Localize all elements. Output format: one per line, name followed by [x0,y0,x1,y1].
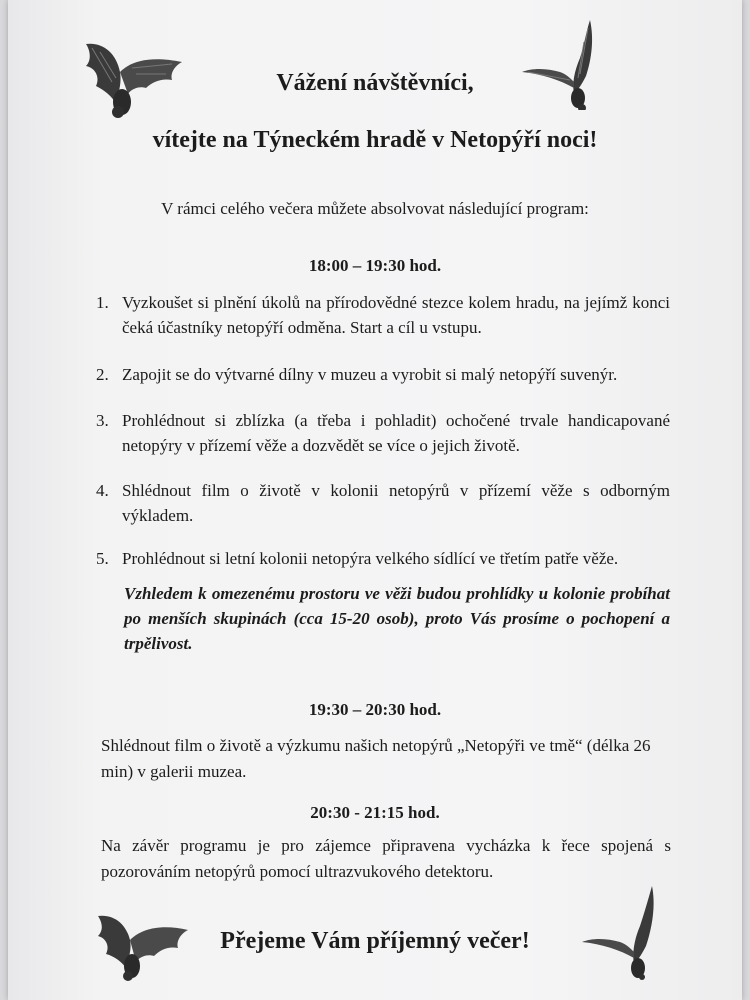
list-item-number: 4. [96,481,109,500]
list-item-number: 3. [96,411,109,430]
walk-description: Na závěr programu je pro zájemce připravena vycházka k řece spojená s pozorováním netopýrů pomocí ultrazvukového detektoru. [101,836,671,881]
group-size-note: Vzhledem k omezenému prostoru ve věži budou prohlídky u kolonie probíhat po menších skupinách (cca 15-20 osob), proto Vás prosíme o pochopení a trpělivost. [124,584,670,653]
list-item-number: 5. [96,549,109,568]
intro-text: V rámci celého večera můžete absolvovat následující program: [161,199,589,218]
list-item-number: 2. [96,365,109,384]
time-slot-heading: 20:30 - 21:15 hod. [310,803,440,822]
list-item-text: Prohlédnout si zblízka (a třeba i pohladit) ochočené trvale handicapované netopýry v přízemí věže a dozvědět se více o jejich životě. [122,411,670,455]
list-item-text: Shlédnout film o životě v kolonii netopýrů v přízemí věže s odborným výkladem. [122,481,670,525]
list-item-number: 1. [96,293,109,312]
film-description: Shlédnout film o životě a výzkumu našich netopýrů „Netopýři ve tmě“ (délka 26 min) v galerii muzea. [101,736,651,781]
time-slot-heading: 18:00 – 19:30 hod. [308,256,442,275]
list-item-text: Prohlédnout si letní kolonii netopýra velkého sídlící ve třetím patře věže. [122,549,619,568]
welcome-heading: vítejte na Týneckém hradě v Netopýří noci! [152,127,598,153]
list-item-text: Vyzkoušet si plnění úkolů na přírodovědné stezce kolem hradu, na jejímž konci čeká účastníky netopýří odměna. Start a cíl u vstupu. [122,293,670,337]
closing-message: Přejeme Vám příjemný večer! [220,928,530,954]
time-slot-heading: 19:30 – 20:30 hod. [308,700,442,719]
greeting-heading: Vážení návštěvníci, [276,70,474,96]
list-item-text: Zapojit se do výtvarné dílny v muzeu a vyrobit si malý netopýří suvenýr. [122,365,618,384]
